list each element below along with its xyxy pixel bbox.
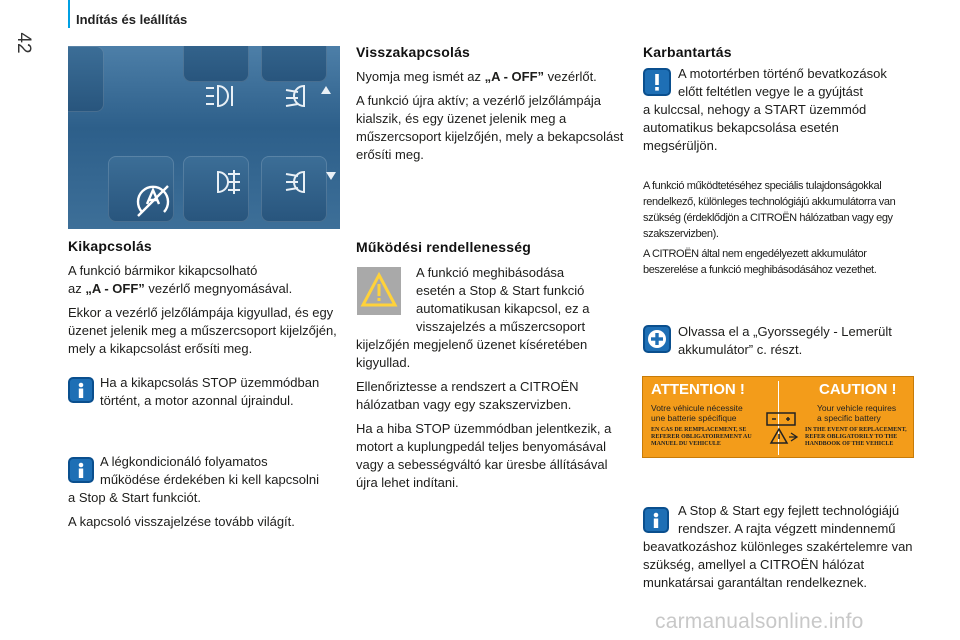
section-title-kikapcsolas: Kikapcsolás <box>68 238 152 254</box>
headlamp-icon <box>286 86 304 106</box>
kikapcsolas-text <box>68 262 343 358</box>
info-note: Ha a kikapcsolás STOP üzemmódban történt, a motor azonnal újraindul. <box>100 375 320 408</box>
mukodesi-text: A funkció meghibásodása esetén a Stop & Start funkció automatikusan kikapcsol, ez a visszajelzés a műszercsoport kijelzőjén megjelenő üzenet kíséretében kigyullad. Ellenőriztesse a rendszert a CITROËN hálózatban vagy egy szakszervizben. Ha a hiba STOP üzemmódban jelentkezik, a motort a kuplungpedál teljes benyomásával vagy a sebességváltó kar üresbe állításával újra lehet indítani. <box>356 265 612 490</box>
header-accent-rule <box>68 0 70 28</box>
label-title-en: CAUTION ! <box>819 381 897 398</box>
paragraph: az „A - OFF” vezérlő megnyomásával. <box>68 281 293 296</box>
info-icon <box>68 377 94 403</box>
label-title-fr: ATTENTION ! <box>651 381 745 398</box>
label-text: une batterie spécifique <box>651 413 737 423</box>
chapter-title: Indítás és leállítás <box>76 12 188 27</box>
front-fog-icon <box>218 170 240 194</box>
label-small-text: EN CAS DE REMPLACEMENT, SE REFERER OBLIGATOIREMENT AU MANUEL DU VEHICULE <box>651 427 752 447</box>
label-text: Your vehicle requires <box>817 403 897 413</box>
a-off-icon <box>138 186 168 216</box>
section-title-mukodesi: Működési rendellenesség <box>356 239 531 255</box>
plus-reference-icon <box>643 325 671 353</box>
battery-warning-label <box>642 376 914 458</box>
page-number: 42 <box>13 32 34 54</box>
label-text: a specific battery <box>817 413 881 423</box>
watermark: carmanualsonline.info <box>655 610 864 633</box>
paragraph: A funkció újra aktív; a vezérlő jelzőlámpája kialszik, és egy üzenet jelenik meg a műszercsoport kijelzőjén, mely a bekapcsolást erősíti meg. <box>356 93 624 162</box>
karbantartas-text: A motortérben történő bevatkozások előtt feltétlen vegye le a gyújtást a kulccsal, nehogy a START üzemmód automatikus bekapcsolása esetén megsérüljön. <box>643 66 887 153</box>
paragraph: A funkció bármikor kikapcsolható <box>68 263 258 278</box>
battery-icon <box>761 407 803 449</box>
reference-note: Olvassa el a „Gyorssegély - Lemerült akkumulátor” c. részt. <box>678 324 892 357</box>
arrow-up-icon <box>321 86 331 94</box>
paragraph: Ekkor a vezérlő jelzőlámpája kigyullad, és egy üzenet jelenik meg a műszercsoport kijelzőjén, mely a kikapcsolást erősíti meg. <box>68 305 337 356</box>
fog-lamp-icon <box>206 86 232 106</box>
label-small-text: IN THE EVENT OF REPLACEMENT, REFER OBLIGATORILY TO THE HANDBOOK OF THE VEHICLE <box>805 427 907 447</box>
battery-fine-print: A funkció működtetéséhez speciális tulajdonságokkal rendelkező, különleges technológiájú akkumulátorra van szükség (érdeklődjön a CITROËN hálózatban vagy egy szakszervizben). A CITROËN által nem engedélyezett akkumulátor beszerelése a funkció meghibásodásához vezethet. <box>643 180 896 276</box>
section-title-karbantartas: Karbantartás <box>643 44 732 60</box>
visszakapcsolas-text <box>356 68 626 164</box>
stop-start-switch-photo <box>68 46 340 229</box>
headlamp-level-icon <box>286 172 304 192</box>
arrow-down-icon <box>326 172 336 180</box>
label-text: Votre véhicule nécessite <box>651 403 743 413</box>
paragraph: Nyomja meg ismét az „A - OFF” vezérlőt. <box>356 69 597 84</box>
section-title-visszakapcsolas: Visszakapcsolás <box>356 44 471 60</box>
info-note: A Stop & Start egy fejlett technológiájú rendszer. A rajta végzett mindennemű beavatkozáshoz különleges szakértelemre van szükség, amellyel a CITROËN hálózat munkatársai garantáltan rendelkeznek. <box>643 503 913 590</box>
info-note: A légkondicionáló folyamatos működése érdekében ki kell kapcsolni a Stop & Start funkciót. A kapcsoló visszajelzése tovább világít. <box>68 454 319 529</box>
